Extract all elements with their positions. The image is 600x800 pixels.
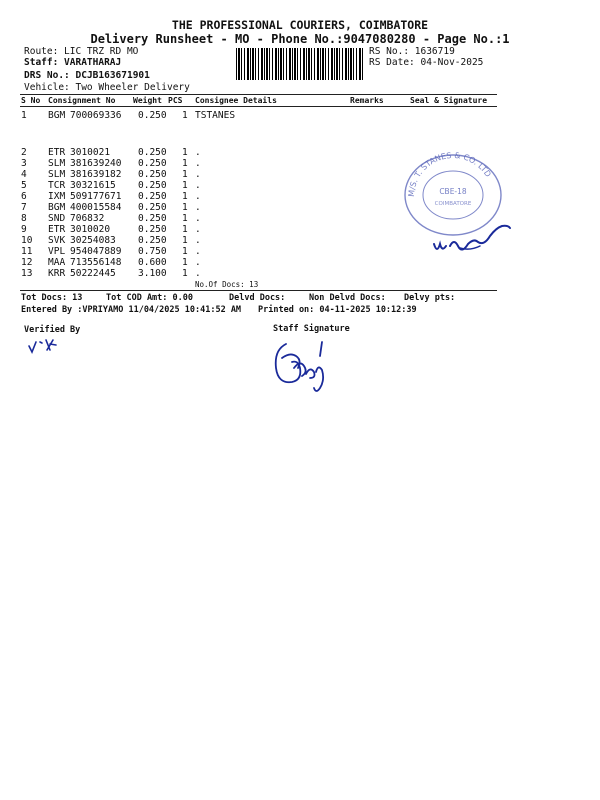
row-pcs: 1 [182, 147, 188, 158]
row-code: BGM [48, 110, 66, 121]
row-code: VPL [48, 246, 66, 257]
table-bottom-rule [20, 290, 497, 291]
table-row [0, 169, 600, 180]
table-header-rule [20, 106, 497, 107]
row-consignee: . [195, 169, 201, 180]
delvd-docs: Delvd Docs: [229, 293, 286, 303]
row-weight: 0.250 [138, 110, 167, 121]
row-consignee: . [195, 268, 201, 279]
rs-date: RS Date: 04-Nov-2025 [369, 57, 484, 68]
row-sno: 1 [21, 110, 27, 121]
table-row [0, 180, 600, 191]
row-weight: 0.750 [138, 246, 167, 257]
row-sno: 6 [21, 191, 27, 202]
row-consignee: . [195, 147, 201, 158]
row-weight: 0.250 [138, 191, 167, 202]
row-consignment: 713556148 [70, 257, 122, 268]
row-consignment: 381639182 [70, 169, 122, 180]
row-code: SLM [48, 169, 66, 180]
table-row [0, 147, 600, 158]
row-pcs: 1 [182, 213, 188, 224]
row-weight: 3.100 [138, 268, 167, 279]
row-sno: 5 [21, 180, 27, 191]
row-consignee: . [195, 224, 201, 235]
row-pcs: 1 [182, 224, 188, 235]
row-code: SND [48, 213, 66, 224]
row-pcs: 1 [182, 257, 188, 268]
entered-by: Entered By :VPRIYAMO 11/04/2025 10:41:52 AM [21, 305, 242, 315]
delvy-pts: Delvy pts: [404, 293, 456, 303]
row-weight: 0.600 [138, 257, 167, 268]
row-consignment: 3010020 [70, 224, 111, 235]
col-sno: S No [21, 96, 41, 105]
company-title: THE PROFESSIONAL COURIERS, COIMBATORE [171, 18, 429, 32]
row-code: KRR [48, 268, 66, 279]
barcode [236, 48, 364, 80]
row-pcs: 1 [182, 268, 188, 279]
row-pcs: 1 [182, 169, 188, 180]
row-pcs: 1 [182, 235, 188, 246]
drs-value: DCJB163671901 [75, 70, 150, 81]
row-consignee: . [195, 191, 201, 202]
row-consignment: 30321615 [70, 180, 116, 191]
row-code: MAA [48, 257, 66, 268]
table-row [0, 191, 600, 202]
drs-label: DRS No.: [24, 70, 70, 81]
row-consignment: 954047889 [70, 246, 122, 257]
row-code: ETR [48, 147, 66, 158]
table-row [0, 268, 600, 279]
row-code: SVK [48, 235, 66, 246]
col-consignee: Consignee Details [195, 96, 277, 105]
row-code: ETR [48, 224, 66, 235]
col-remarks: Remarks [350, 96, 384, 105]
route-label: Route: LIC TRZ RD MO [24, 46, 139, 57]
row-pcs: 1 [182, 202, 188, 213]
row-sno: 12 [21, 257, 33, 268]
verifier-initials [26, 336, 76, 356]
totals-row [0, 293, 600, 304]
row-code: IXM [48, 191, 66, 202]
consignee-signature [430, 220, 520, 265]
svg-text:COIMBATORE: COIMBATORE [434, 201, 472, 207]
no-of-docs: No.Of Docs: 13 [195, 280, 259, 289]
row-consignee: . [195, 246, 201, 257]
row-weight: 0.250 [138, 235, 167, 246]
non-delvd-docs: Non Delvd Docs: [309, 293, 386, 303]
row-consignee: . [195, 158, 201, 169]
row-weight: 0.250 [138, 224, 167, 235]
col-pcs: PCS [168, 96, 183, 105]
row-sno: 3 [21, 158, 27, 169]
row-consignment: 509177671 [70, 191, 122, 202]
row-code: TCR [48, 180, 66, 191]
row-consignment: 700069336 [70, 110, 122, 121]
row-sno: 2 [21, 147, 27, 158]
svg-text:M/S. T. STANES & CO. LTD: M/S. T. STANES & CO. LTD [406, 150, 493, 198]
col-consignment: Consignment No [48, 96, 116, 105]
row-consignee: . [195, 235, 201, 246]
table-row [0, 110, 600, 121]
row-consignment: 30254083 [70, 235, 116, 246]
staff-label: Staff: VARATHARAJ [24, 57, 122, 68]
svg-text:CBE-18: CBE-18 [439, 187, 467, 196]
row-pcs: 1 [182, 246, 188, 257]
row-weight: 0.250 [138, 169, 167, 180]
row-weight: 0.250 [138, 158, 167, 169]
row-sno: 11 [21, 246, 33, 257]
row-pcs: 1 [182, 180, 188, 191]
row-consignee: . [195, 257, 201, 268]
row-consignment: 50222445 [70, 268, 116, 279]
row-sno: 4 [21, 169, 27, 180]
row-consignment: 381639240 [70, 158, 122, 169]
runsheet-title: Delivery Runsheet - MO - Phone No.:9047080280 - Page No.:1 [90, 32, 510, 46]
row-consignment: 3010021 [70, 147, 111, 158]
row-sno: 7 [21, 202, 27, 213]
row-weight: 0.250 [138, 180, 167, 191]
entry-row [0, 305, 600, 316]
row-sno: 9 [21, 224, 27, 235]
row-code: SLM [48, 158, 66, 169]
col-weight: Weight [133, 96, 162, 105]
row-pcs: 1 [182, 110, 188, 121]
tot-cod: Tot COD Amt: 0.00 [106, 293, 193, 303]
staff-signature-label: Staff Signature [273, 324, 350, 334]
tot-docs: Tot Docs: 13 [21, 293, 83, 303]
row-consignment: 706832 [70, 213, 105, 224]
row-pcs: 1 [182, 191, 188, 202]
verified-by-label: Verified By [24, 325, 81, 335]
row-consignee: TSTANES [195, 110, 236, 121]
row-consignee: . [195, 180, 201, 191]
rs-number: RS No.: 1636719 [369, 46, 455, 57]
row-consignee: . [195, 213, 201, 224]
row-weight: 0.250 [138, 147, 167, 158]
row-sno: 10 [21, 235, 33, 246]
table-top-rule [20, 94, 497, 95]
col-seal: Seal & Signature [410, 96, 488, 105]
row-code: BGM [48, 202, 66, 213]
row-consignment: 400015584 [70, 202, 122, 213]
row-sno: 13 [21, 268, 33, 279]
vehicle-label: Vehicle: Two Wheeler Delivery [24, 82, 190, 93]
row-sno: 8 [21, 213, 27, 224]
row-weight: 0.250 [138, 202, 167, 213]
row-consignee: . [195, 202, 201, 213]
table-row [0, 202, 600, 213]
table-row [0, 158, 600, 169]
drs-number [24, 70, 150, 81]
row-pcs: 1 [182, 158, 188, 169]
row-weight: 0.250 [138, 213, 167, 224]
staff-signature [272, 338, 338, 396]
printed-on: Printed on: 04-11-2025 10:12:39 [258, 305, 417, 315]
